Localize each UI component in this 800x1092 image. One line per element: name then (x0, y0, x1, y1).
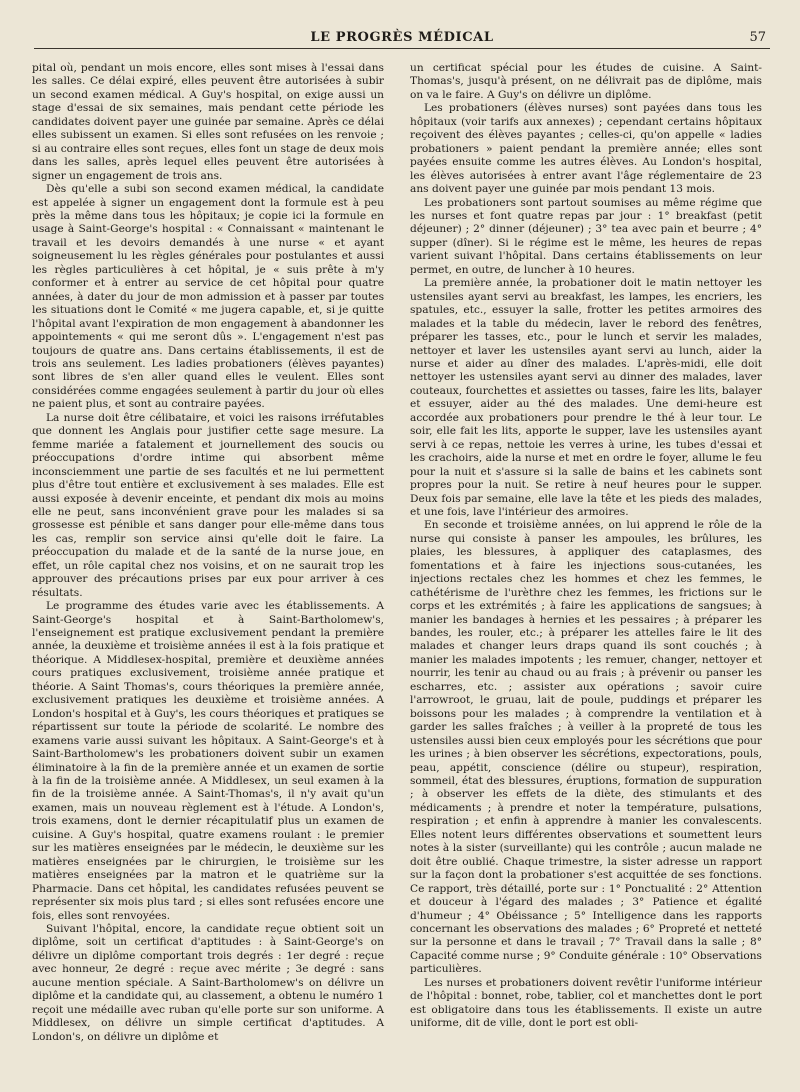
page-number: 57 (749, 30, 766, 45)
paragraph: Suivant l'hôpital, encore, la candidate reçue obtient soit un diplôme, soit un certificat d'aptitudes : à Saint-George's on délivre un diplôme comportant trois degrés : 1er degré : reçue avec honneur, 2e degré : reçue avec mérite ; 3e degré : sans aucune mention spéciale. A Saint-Bartholomew's on délivre un diplôme et la candidate qui, au classement, a obtenu le numéro 1 reçoit une médaille avec ruban qu'elle porte sur son uniforme. A Middlesex, on délivre un simple certificat d'aptitudes. A London's, on délivre un diplôme et (32, 923, 384, 1043)
paragraph: Dès qu'elle a subi son second examen médical, la candidate est appelée à signer un engagement dont la formule est à peu près la même dans tous les hôpitaux; je copie ici la formule en usage à Saint-George's hospital : « Connaissant « maintenant le travail et les devoirs demandés à une nurse « et ayant soigneusement lu les règles générales pour postulantes et aussi les règles particulières à cet hôpital, je « suis prête à m'y conformer et à entrer au service de cet hôpital pour quatre années, à dater du jour de mon admission et à passer par toutes les situations dont le Comité « me jugera capable, et, si je quitte l'hôpital avant l'expiration de mon engagement à abandonner les appointements « qui me seront dûs ». L'engagement n'est pas toujours de quatre ans. Dans certains établissements, il est de trois ans seulement. Les ladies probationers (élèves payantes) sont libres de s'en aller quand elles le veulent. Elles sont considérées comme engagées seulement à partir du jour où elles ne paient plus, et sont au contraire payées. (32, 183, 384, 411)
paragraph: En seconde et troisième années, on lui apprend le rôle de la nurse qui consiste à panser les ampoules, les brûlures, les plaies, les blessures, à appliquer des cataplasmes, des fomentations et à faire les injections sous-cutanées, les injections rectales chez les hommes et chez les femmes, le cathétérisme de l'urèthre chez les femmes, les frictions sur le corps et les extrémités ; à faire les applications de sangsues; à manier les bandages à hernies et les pessaires ; à préparer les bandes, les rouler, etc.; à préparer les attelles faire le lit des malades et changer leurs draps quand ils sont couchés ; à manier les malades impotents ; les remuer, changer, nettoyer et nourrir, les tenir au chaud ou au frais ; à prévenir ou panser les escharres, etc. ; assister aux opérations ; savoir cuire l'arrowroot, le gruau, lait de poule, puddings et préparer les boissons pour les malades ; à comprendre la ventilation et à garder les salles fraîches ; à veiller à la propreté de tous les ustensiles aussi bien ceux employés pour les sécrétions que pour les urines ; à bien observer les sécrétions, expectorations, pouls, peau, appétit, conscience (délire ou stupeur), respiration, sommeil, état des blessures, éruptions, formation de suppuration ; à observer les effets de la diète, des stimulants et des médicaments ; à prendre et noter la température, pulsations, respiration ; et enfin à apprendre à manier les convalescents. Elles notent leurs différentes observations et soumettent leurs notes à la sister (surveillante) qui les contrôle ; aucun malade ne doit être oublié. Chaque trimestre, la sister adresse un rapport sur la façon dont la probationer s'est acquittée de ses fonctions. Ce rapport, très détaillé, porte sur : 1° Ponctualité : 2° Attention et douceur à l'égard des malades ; 3° Patience et égalité d'humeur ; 4° Obéissance ; 5° Intelligence dans les rapports concernant les observations des malades ; 6° Propreté et netteté sur la personne et dans le travail ; 7° Travail dans la salle ; 8° Capacité comme nurse ; 9° Conduite générale : 10° Observations particulières. (410, 519, 762, 976)
paragraph: pital où, pendant un mois encore, elles sont mises à l'essai dans les salles. Ce délai expiré, elles peuvent être autorisées à subir un second examen médical. A Guy's hospital, on exige aussi un stage d'essai de six semaines, mais pendant cette période les candidates doivent payer une guinée par semaine. Après ce délai elles subissent un examen. Si elles sont refusées on les renvoie ; si au contraire elles sont reçues, elles font un stage de deux mois dans les salles, après lequel elles peuvent être autorisées à signer un engagement de trois ans. (32, 62, 384, 182)
paragraph: La première année, la probationer doit le matin nettoyer les ustensiles ayant servi au breakfast, les lampes, les encriers, les spatules, etc., essuyer la salle, frotter les petites armoires des malades et la table du médecin, laver le rebord des fenêtres, préparer les tasses, etc., pour le lunch et servir les malades, nettoyer et laver les ustensiles ayant servi au lunch, aider la nurse et aider au dîner des malades. L'après-midi, elle doit nettoyer les ustensiles ayant servi au dinner des malades, laver couteaux, fourchettes et assiettes ou tasses, faire les lits, balayer et essuyer, aider au thé des malades. Une demi-heure est accordée aux probationers pour prendre le thé à leur tour. Le soir, elle fait les lits, apporte le supper, lave les ustensiles ayant servi à ce repas, nettoie les verres à urine, les tubes d'essai et les crachoirs, aide la nurse et met en ordre le foyer, allume le feu pour la nuit et s'assure si la salle de bains et les cabinets sont propres pour la nuit. Se retire à neuf heures pour le supper. Deux fois par semaine, elle lave la tête et les pieds des malades, et une fois, lave l'intérieur des armoires. (410, 277, 762, 518)
page-header (34, 28, 770, 49)
paragraph: La nurse doit être célibataire, et voici les raisons irréfutables que donnent les Anglais pour justifier cette sage mesure. La femme mariée a fatalement et journellement des soucis ou préoccupations d'ordre intime qui absorbent même inconsciemment une partie de ses facultés et ne lui permettent plus d'être tout entière et exclusivement à ses malades. Elle est aussi exposée à devenir enceinte, et pendant dix mois au moins elle ne peut, sans inconvénient grave pour les malades si sa grossesse est pénible et sans danger pour elle-même dans tous les cas, remplir son service ainsi qu'elle doit le faire. La préoccupation du malade et de la santé de la nurse joue, en effet, un rôle capital chez nos voisins, et on ne saurait trop les approuver des précautions prises par eux pour arriver à ces résultats. (32, 411, 384, 599)
paragraph: Les probationers (élèves nurses) sont payées dans tous les hôpitaux (voir tarifs aux annexes) ; cependant certains hôpitaux reçoivent des élèves payantes ; celles-ci, qu'on appelle « ladies probationers » paient pendant la première année; elles sont payées ensuite comme les autres élèves. Au London's hospital, les élèves autorisées à entrer avant l'âge réglementaire de 23 ans doivent payer une guinée par mois pendant 13 mois. (410, 102, 762, 196)
right-column (410, 62, 762, 1031)
left-column (32, 62, 384, 1044)
paragraph: un certificat spécial pour les études de cuisine. A Saint-Thomas's, jusqu'à présent, on ne délivrait pas de diplôme, mais on va le faire. A Guy's on délivre un diplôme. (410, 62, 762, 101)
paragraph: Le programme des études varie avec les établissements. A Saint-George's hospital et à Saint-Bartholomew's, l'enseignement est pratique exclusivement pendant la première année, la deuxième et troisième années il est à la fois pratique et théorique. A Middlesex-hospital, première et deuxième années cours pratiques exclusivement, troisième année pratique et théorie. A Saint Thomas's, cours théoriques la première année, exclusivement pratiques les deuxième et troisième années. A London's hospital et à Guy's, les cours théoriques et pratiques se répartissent sur toute la période de scolarité. Le nombre des examens varie aussi suivant les hôpitaux. A Saint-George's et à Saint-Bartholomew's les probationers doivent subir un examen éliminatoire à la fin de la première année et un examen de sortie à la fin de la troisième année. A Middlesex, un seul examen à la fin de la troisième année. A Saint-Thomas's, il n'y avait qu'un examen, mais un nouveau règlement est à l'étude. A London's, trois examens, dont le dernier récapitulatif plus un examen de cuisine. A Guy's hospital, quatre examens roulant : le premier sur les matières enseignées par le médecin, le deuxième sur les matières enseignées par le chirurgien, le troisième sur les matières enseignées par la matron et le quatrième sur la Pharmacie. Dans cet hôpital, les candidates refusées peuvent se représenter six mois plus tard ; si elles sont refusées encore une fois, elles sont renvoyées. (32, 600, 384, 922)
paragraph: Les probationers sont partout soumises au même régime que les nurses et font quatre repas par jour : 1° breakfast (petit déjeuner) ; 2° dinner (déjeuner) ; 3° tea avec pain et beurre ; 4° supper (dîner). Si le régime est le même, les heures de repas varient suivant l'hôpital. Dans certains établissements on leur permet, en outre, de luncher à 10 heures. (410, 196, 762, 276)
paragraph: Les nurses et probationers doivent revêtir l'uniforme intérieur de l'hôpital : bonnet, robe, tablier, col et manchettes dont le port est obligatoire dans tous les établissements. Il existe un autre uniforme, dit de ville, dont le port est obli- (410, 976, 762, 1030)
running-title: LE PROGRÈS MÉDICAL (310, 30, 494, 45)
